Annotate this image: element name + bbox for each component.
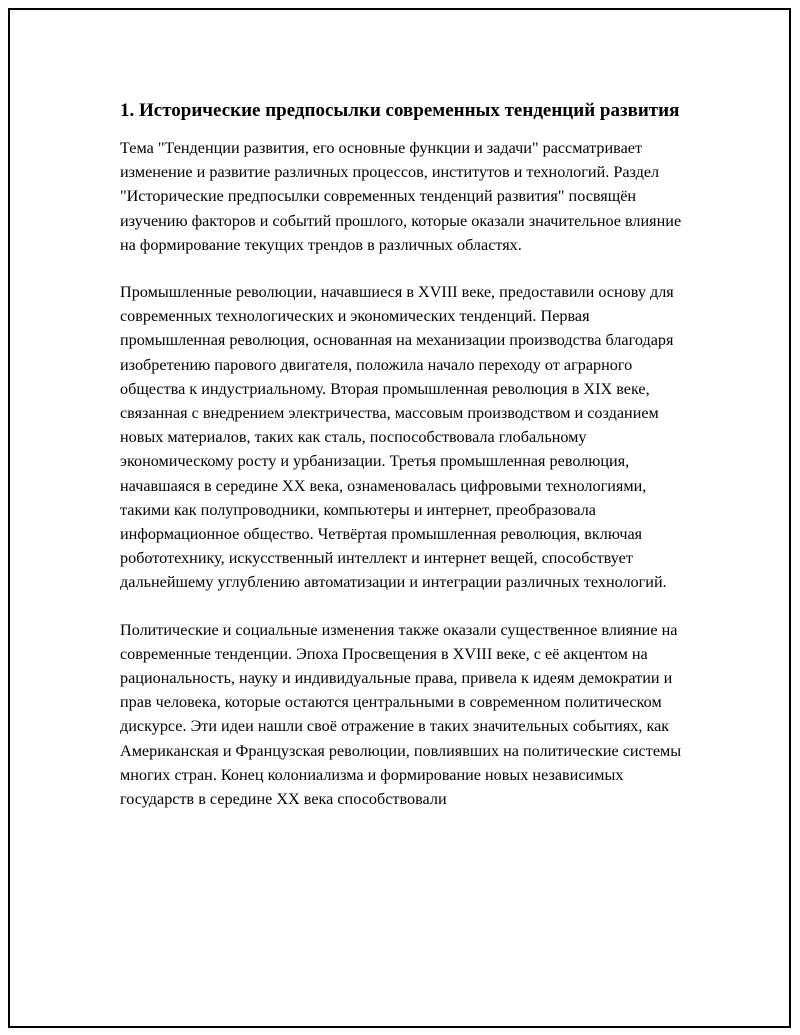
paragraph-intro: Тема "Тенденции развития, его основные функции и задачи" рассматривает изменение и развитие различных процессов, институтов и технологий. Раздел "Исторические предпосылки современных тенденций развития" посвящён изучению факторов и событий прошлого, которые оказали значительное влияние на формирование текущих трендов в различных областях. xyxy=(120,139,682,254)
section-heading: 1. Исторические предпосылки современных тенденций развития xyxy=(120,100,680,121)
paragraph-industrial-revolutions: Промышленные революции, начавшиеся в XVIII веке, предоставили основу для современных технологических и экономических тенденций. Первая промышленная революция, основанная на механизации производства благодаря изобретению парового двигателя, положила начало переходу от аграрного общества к индустриальному. Вторая промышленная революция в XIX веке, связанная с внедрением электричества, массовым производством и созданием новых материалов, таких как сталь, поспособствовала глобальному экономическому росту и урбанизации. Третья промышленная революция, начавшаяся в середине XX века, ознаменовалась цифровыми технологиями, такими как полупроводники, компьютеры и интернет, преобразовала информационное общество. Четвёртая промышленная революция, включая робототехнику, искусственный интеллект и интернет вещей, способствует дальнейшему углублению автоматизации и интеграции различных технологий. xyxy=(120,283,674,592)
document-page xyxy=(8,8,791,1028)
paragraph-political-social: Политические и социальные изменения также оказали существенное влияние на современные тенденции. Эпоха Просвещения в XVIII веке, с её акцентом на рациональность, науку и индивидуальные права, привела к идеям демократии и прав человека, которые остаются центральными в современном политическом дискурсе. Эти идеи нашли своё отражение в таких значительных событиях, как Американская и Французская революции, повлиявших на политические системы многих стран. Конец колониализма и формирование новых независимых государств в середине XX века способствовали xyxy=(120,620,682,809)
document-body xyxy=(120,98,688,834)
